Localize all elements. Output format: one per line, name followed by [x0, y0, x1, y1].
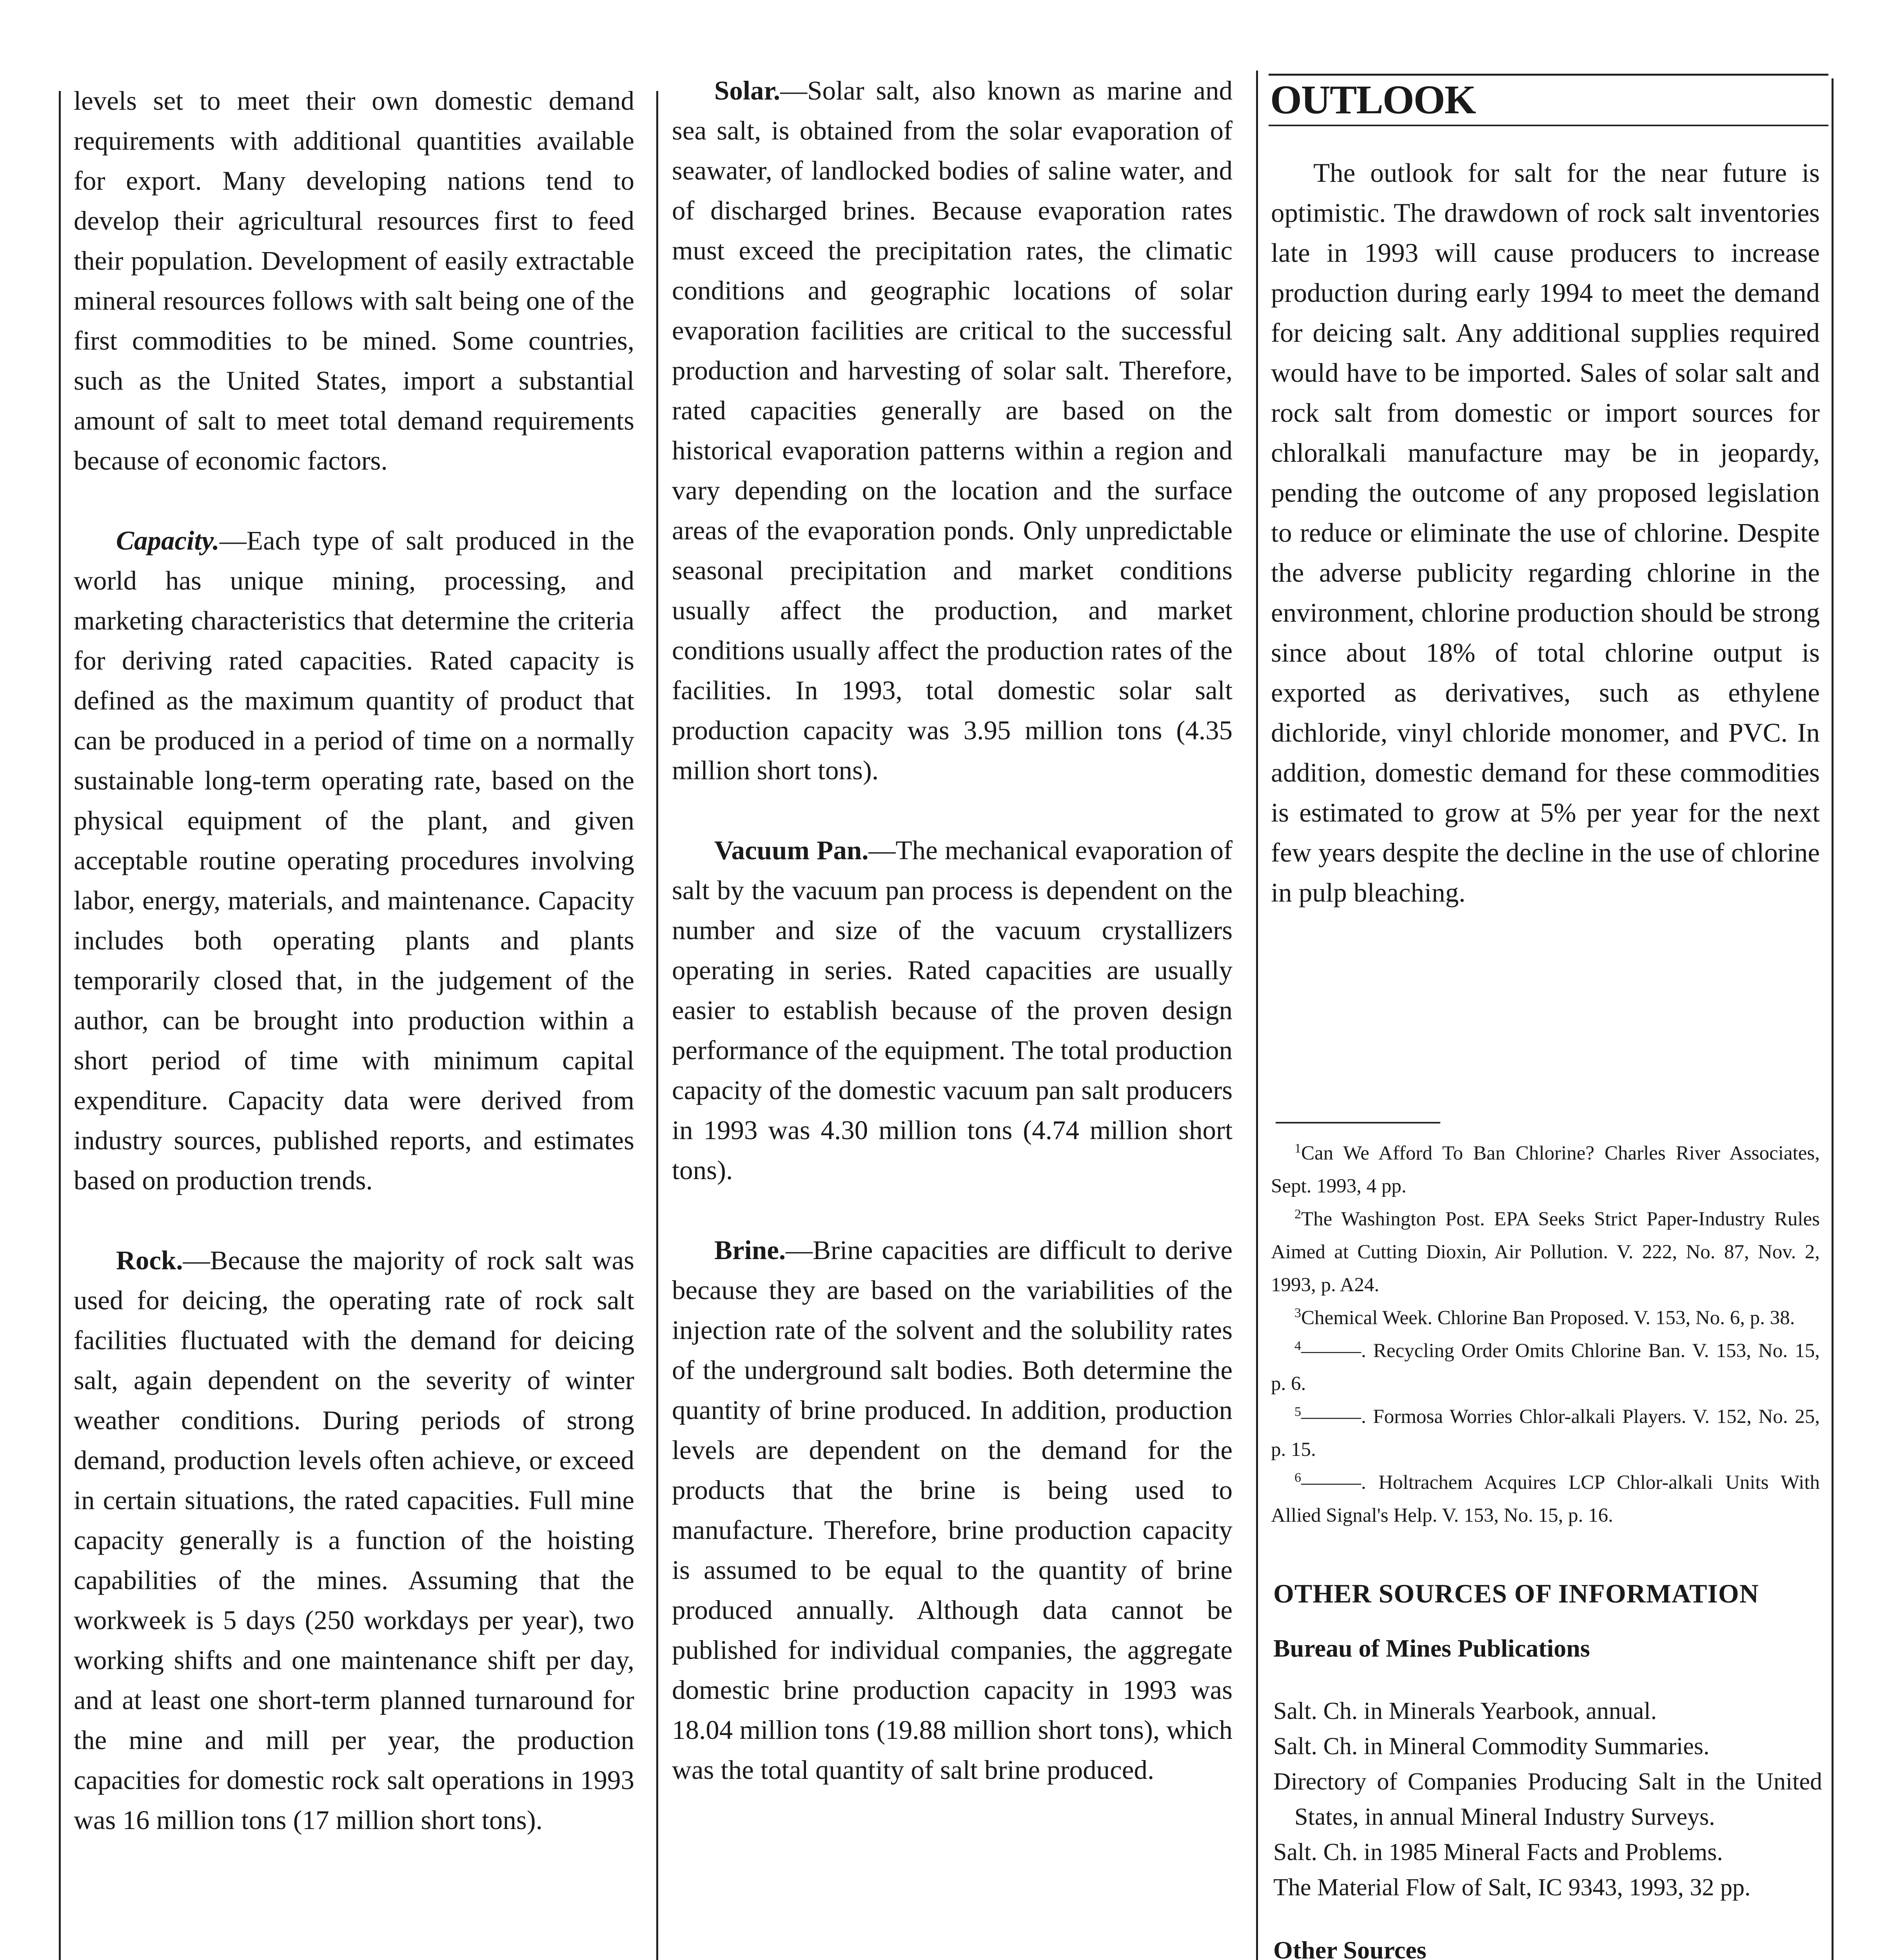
- column-rule-left: [59, 91, 61, 1960]
- rock-heading: Rock.: [116, 1245, 183, 1275]
- footnote: $^1$Can We Afford To Ban Chlorine? Charles River Associates, Sept. 1993, 4 pp.: [1271, 1141, 1820, 1197]
- other-sources-title: OTHER SOURCES OF INFORMATION: [1273, 1579, 1759, 1608]
- capacity-paragraph: [74, 521, 634, 1200]
- bureau-of-mines-list: [1273, 1693, 1822, 1905]
- footnote: $^3$Chemical Week. Chlorine Ban Proposed. V. 153, No. 6, p. 38.: [1294, 1306, 1795, 1329]
- list-item: The Material Flow of Salt, IC 9343, 1993, 32 pp.: [1273, 1874, 1751, 1901]
- capacity-text: —Each type of salt produced in the world has unique mining, processing, and marketing characteristics that determine the criteria for deriving rated capacities. Rated capacity is defined as the maximum quantity of product that can be produced in a period of time on a normally sustainable long-term operating rate, based on the physical equipment of the plant, and given acceptable routine operating procedures involving labor, energy, materials, and maintenance. Capacity includes both operating plants and plants temporarily closed that, in the judgement of the author, can be brought into production within a short period of time with minimum capital expenditure. Capacity data were derived from industry sources, published reports, and estimates based on production trends.: [74, 526, 634, 1195]
- brine-text: —Brine capacities are difficult to derive because they are based on the variabilities of the injection rate of the solvent and the solubility rates of the underground salt bodies. Both determine the quantity of brine produced. In addition, production levels are dependent on the demand for the products that the brine is being used to manufacture. Therefore, brine production capacity is assumed to be equal to the quantity of brine produced annually. Although data cannot be published for individual companies, the aggregate domestic brine production capacity in 1993 was 18.04 million tons (19.88 million short tons), which was the total quantity of salt brine produced.: [672, 1235, 1233, 1785]
- other-sources-section: [1273, 1576, 1822, 1960]
- capacity-heading: Capacity.: [116, 526, 220, 555]
- footnote: $^6$———. Holtrachem Acquires LCP Chlor-alkali Units With Allied Signal's Help. V. 153, No. 15, p. 16.: [1271, 1470, 1820, 1526]
- outlook-title: OUTLOOK: [1270, 77, 1476, 122]
- column-left: [74, 81, 634, 1840]
- intro-paragraph: levels set to meet their own domestic demand requirements with additional quantities available for export. Many developing nations tend to develop their agricultural resources first to feed their population. Development of easily extractable mineral resources follows with salt being one of the first commodities to be mined. Some countries, such as the United States, import a substantial amount of salt to meet total demand requirements because of economic factors.: [74, 86, 634, 475]
- list-item: Salt. Ch. in Mineral Commodity Summaries.: [1273, 1733, 1710, 1760]
- solar-heading: Solar.: [714, 76, 781, 105]
- other-sources-heading: Other Sources: [1273, 1936, 1427, 1960]
- rock-paragraph: [74, 1240, 634, 1840]
- bureau-of-mines-heading: Bureau of Mines Publications: [1273, 1634, 1590, 1662]
- solar-text: —Solar salt, also known as marine and sea salt, is obtained from the solar evaporation of seawater, of landlocked bodies of saline water, and of discharged brines. Because evaporation rates must exceed the precipitation rates, the climatic conditions and geographic locations of solar evaporation facilities are critical to the successful production and harvesting of solar salt. Therefore, rated capacities generally are based on the historical evaporation patterns within a region and vary depending on the location and the surface areas of the evaporation ponds. Only unpredictable seasonal precipitation and market conditions usually affect the production, and market conditions usually affect the production rates of the facilities. In 1993, total domestic solar salt production capacity was 3.95 million tons (4.35 million short tons).: [672, 76, 1233, 785]
- column-right: [1271, 153, 1820, 913]
- column-rule-middle: [656, 91, 658, 1960]
- list-item: Directory of Companies Producing Salt in the United States, in annual Mineral Industry Surveys.: [1273, 1768, 1822, 1830]
- footnote: $^2$The Washington Post. EPA Seeks Strict Paper-Industry Rules Aimed at Cutting Dioxin, Air Pollution. V. 222, No. 87, Nov. 2, 1993, p. A24.: [1271, 1207, 1820, 1296]
- column-middle: [672, 71, 1233, 1790]
- footnote: $^4$———. Recycling Order Omits Chlorine Ban. V. 153, No. 15, p. 6.: [1271, 1339, 1820, 1395]
- list-item: Salt. Ch. in 1985 Mineral Facts and Problems.: [1273, 1839, 1723, 1866]
- footnote: $^5$———. Formosa Worries Chlor-alkali Players. V. 152, No. 25, p. 15.: [1271, 1405, 1820, 1461]
- outlook-rule-top: [1269, 74, 1828, 76]
- brine-heading: Brine.: [714, 1235, 786, 1265]
- list-item: Salt. Ch. in Minerals Yearbook, annual.: [1273, 1698, 1657, 1724]
- outlook-paragraph: The outlook for salt for the near future is optimistic. The drawdown of rock salt inventories late in 1993 will cause producers to increase production during early 1994 to meet the demand for deicing salt. Any additional supplies required would have to be imported. Sales of solar salt and rock salt from domestic or import sources for chloralkali manufacture may be in jeopardy, pending the outcome of any proposed legislation to reduce or eliminate the use of chlorine. Despite the adverse publicity regarding chlorine in the environment, chlorine production should be strong since about 18% of total chlorine output is exported as derivatives, such as ethylene dichloride, vinyl chloride monomer, and PVC. In addition, domestic demand for these commodities is estimated to grow at 5% per year for the next few years despite the decline in the use of chlorine in pulp bleaching.: [1271, 158, 1820, 907]
- footnotes: [1271, 1137, 1820, 1532]
- solar-paragraph: [672, 71, 1233, 790]
- footnote-separator: [1276, 1122, 1440, 1123]
- brine-paragraph: [672, 1230, 1233, 1790]
- vacuum-text: —The mechanical evaporation of salt by the vacuum pan process is dependent on the number and size of the vacuum crystallizers operating in series. Rated capacities are usually easier to establish because of the proven design performance of the equipment. The total production capacity of the domestic vacuum pan salt producers in 1993 was 4.30 million tons (4.74 million short tons).: [672, 835, 1233, 1185]
- vacuum-heading: Vacuum Pan.: [714, 835, 869, 865]
- outlook-rule-bottom: [1269, 125, 1828, 126]
- column-rule-right-b: [1832, 78, 1834, 1960]
- rock-text: —Because the majority of rock salt was used for deicing, the operating rate of rock salt facilities fluctuated with the demand for deicing salt, again dependent on the severity of winter weather conditions. During periods of strong demand, production levels often achieve, or exceed in certain situations, the rated capacities. Full mine capacity generally is a function of the hoisting capabilities of the mines. Assuming that the workweek is 5 days (250 workdays per year), two working shifts and one maintenance shift per day, and at least one short-term planned turnaround for the mine and mill per year, the production capacities for domestic rock salt operations in 1993 was 16 million tons (17 million short tons).: [74, 1245, 634, 1835]
- vacuum-paragraph: [672, 830, 1233, 1190]
- column-rule-right-a: [1256, 71, 1258, 1960]
